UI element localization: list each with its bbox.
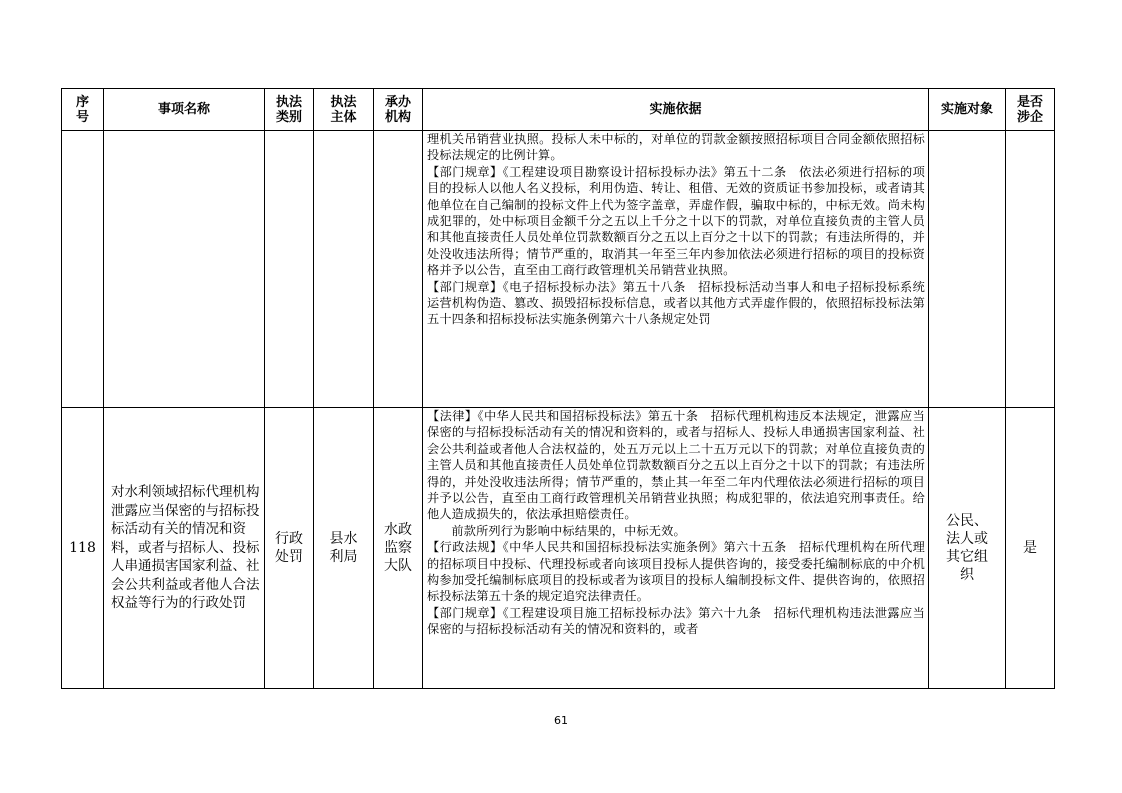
header-type: 执法类别 [265,89,314,131]
cell-type: 行政处罚 [265,408,314,689]
cell-basis-continued [423,131,929,408]
basis-paragraph: 【法律】《中华人民共和国招标投标法》第五十条 招标代理机构违反本法规定，泄露应当保密的与招标投标活动有关的情况和资料的，或者与招标人、投标人串通损害国家利益、社会公共利益或者他人合法权益的，处五万元以上二十五万元以下的罚款；对单位直接负责的主管人员和其他直接责任人员处单位罚款数额百分之五以上百分之十以下的罚款；有违法所得的，并处没收违法所得；情节严重的，禁止其一年至二年内代理依法必须进行招标的项目并予以公告，直至由工商行政管理机关吊销营业执照；构成犯罪的，依法追究刑事责任。给他人造成损失的，依法承担赔偿责任。 [427,409,925,522]
basis-paragraph: 【部门规章】《工程建设项目施工招标投标办法》第六十九条 招标代理机构违法泄露应当保密的与招标投标活动有关的情况和资料的，或者 [427,605,925,637]
cell-item-name: 对水利领域招标代理机构泄露应当保密的与招标投标活动有关的情况和资料，或者与招标人、投标人串通损害国家利益、社会公共利益或者他人合法权益等行为的行政处罚 [104,408,265,689]
header-subject: 执法主体 [314,89,374,131]
header-org: 承办机构 [374,89,423,131]
cell-name-empty [104,131,265,408]
header-name: 事项名称 [104,89,265,131]
cell-org: 水政监察大队 [374,408,423,689]
header-enterprise: 是否涉企 [1006,89,1055,131]
cell-seq: 118 [62,408,104,689]
page-number: 61 [554,714,568,727]
cell-enterprise-empty [1006,131,1055,408]
header-seq: 序号 [62,89,104,131]
basis-paragraph: 【行政法规】《中华人民共和国招标投标法实施条例》第六十五条 招标代理机构在所代理的招标项目中投标、代理投标或者向该项目投标人提供咨询的，接受委托编制标底的中介机构参加受托编制标底项目的投标或者为该项目的投标人编制投标文件、提供咨询的，依照招标投标法第五十条的规定追究法律责任。 [427,540,925,604]
table-row-118 [62,408,1055,689]
cell-basis [423,408,929,689]
table-row-continued [62,131,1055,408]
cell-subject: 县水利局 [314,408,374,689]
cell-org-empty [374,131,423,408]
cell-seq-empty [62,131,104,408]
cell-enterprise: 是 [1006,408,1055,689]
basis-paragraph: 前款所列行为影响中标结果的，中标无效。 [451,523,686,538]
header-target: 实施对象 [929,89,1006,131]
header-basis: 实施依据 [423,89,929,131]
basis-paragraph: 【部门规章】《电子招标投标办法》第五十八条 招标投标活动当事人和电子招标投标系统运营机构伪造、篡改、损毁招标投标信息，或者以其他方式弄虚作假的，依照招标投标法第五十四条和招标投标法实施条例第六十八条规定处罚 [427,279,925,327]
cell-target: 公民、法人或其它组织 [929,408,1006,689]
basis-paragraph: 【部门规章】《工程建设项目勘察设计招标投标办法》第五十二条 依法必须进行招标的项目的投标人以他人名义投标，利用伪造、转让、租借、无效的资质证书参加投标，或者请其他单位在自己编制的投标文件上代为签字盖章，弄虚作假，骗取中标的，中标无效。尚未构成犯罪的，处中标项目金额千分之五以上千分之十以下的罚款，对单位直接负责的主管人员和其他直接责任人员处单位罚款数额百分之五以上百分之十以下的罚款；有违法所得的，并处没收违法所得；情节严重的，取消其一年至三年内参加依法必须进行招标的项目的投标资格并予以公告，直至由工商行政管理机关吊销营业执照。 [427,164,925,278]
enforcement-items-table [61,88,1055,689]
basis-paragraph: 理机关吊销营业执照。投标人未中标的，对单位的罚款金额按照招标项目合同金额依照招标投标法规定的比例计算。 [427,132,925,163]
cell-subject-empty [314,131,374,408]
cell-target-empty [929,131,1006,408]
cell-type-empty [265,131,314,408]
table-header-row [62,89,1055,131]
